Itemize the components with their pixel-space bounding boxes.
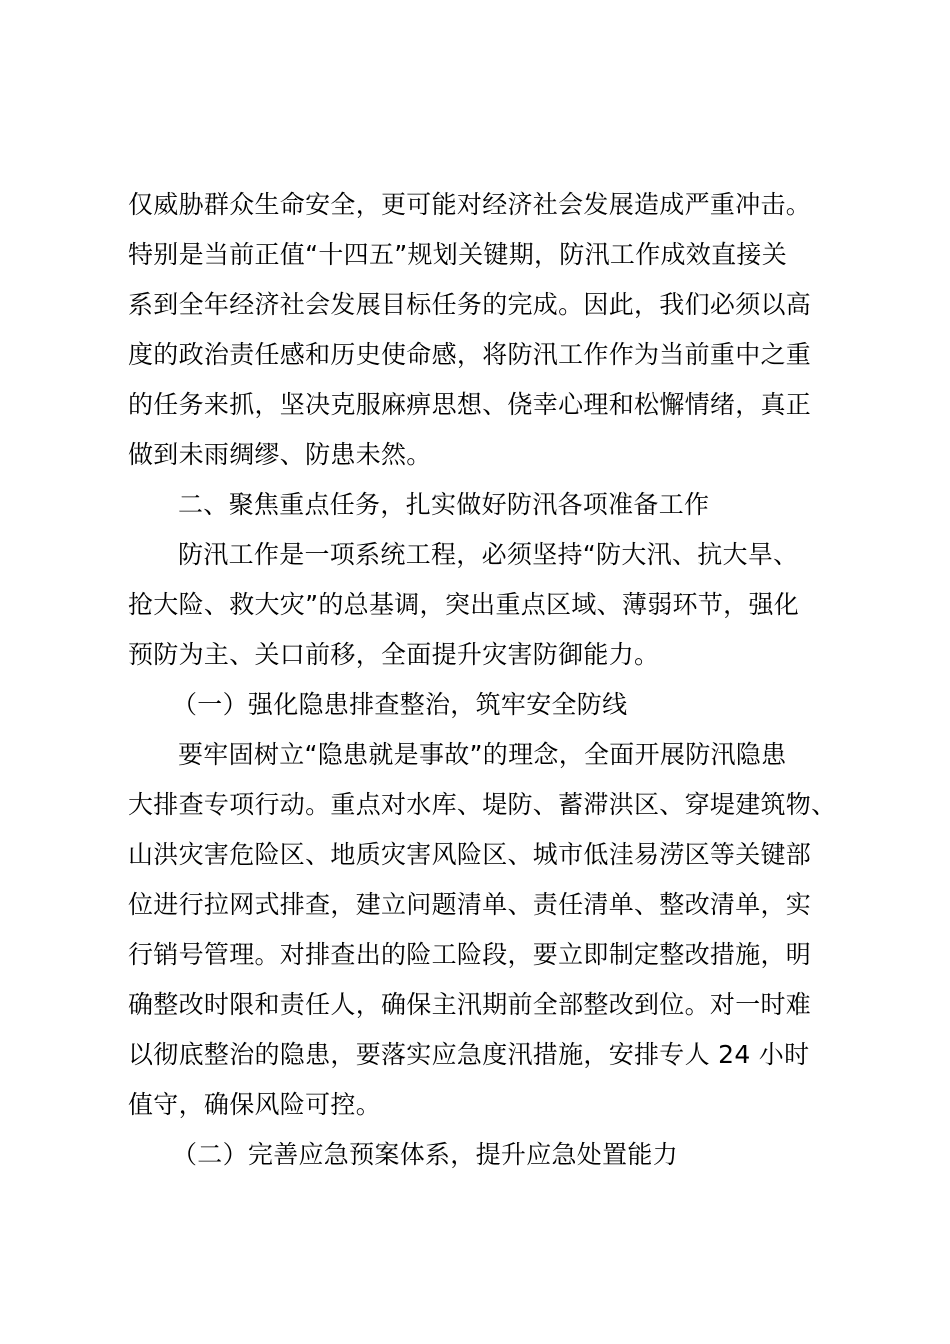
text-line: 要牢固树立“隐患就是事故”的理念，全面开展防汛隐患 bbox=[178, 740, 787, 769]
text-line: 特别是当前正值“十四五”规划关键期，防汛工作成效直接关 bbox=[128, 240, 788, 269]
text-line: 度的政治责任感和历史使命感，将防汛工作作为当前重中之重 bbox=[128, 340, 812, 369]
text-line: 系到全年经济社会发展目标任务的完成。因此，我们必须以高 bbox=[128, 290, 812, 319]
subsection-heading: （一）强化隐患排查整治，筑牢安全防线 bbox=[172, 690, 628, 719]
text-line: 抢大险、救大灾”的总基调，突出重点区域、薄弱环节，强化 bbox=[128, 590, 800, 619]
text-line: 的任务来抓，坚决克服麻痹思想、侥幸心理和松懈情绪，真正 bbox=[128, 390, 812, 419]
text-line: 位进行拉网式排查，建立问题清单、责任清单、整改清单，实 bbox=[128, 890, 812, 919]
subsection-heading: （二）完善应急预案体系，提升应急处置能力 bbox=[172, 1140, 679, 1169]
text-line: 仅威胁群众生命安全，更可能对经济社会发展造成严重冲击。 bbox=[128, 190, 812, 219]
text-line: 做到未雨绸缪、防患未然。 bbox=[128, 440, 432, 469]
text-line: 以彻底整治的隐患，要落实应急度汛措施，安排专人 24 小时 bbox=[128, 1040, 810, 1069]
text-line: 防汛工作是一项系统工程，必须坚持“防大汛、抗大旱、 bbox=[178, 540, 799, 569]
text-line: 山洪灾害危险区、地质灾害风险区、城市低洼易涝区等关键部 bbox=[128, 840, 812, 869]
text-line: 行销号管理。对排查出的险工险段，要立即制定整改措施，明 bbox=[128, 940, 812, 969]
text-line: 预防为主、关口前移，全面提升灾害防御能力。 bbox=[128, 640, 660, 669]
text-line: 大排查专项行动。重点对水库、堤防、蓄滞洪区、穿堤建筑物、 bbox=[128, 790, 837, 819]
section-heading: 二、聚焦重点任务，扎实做好防汛各项准备工作 bbox=[178, 490, 710, 519]
text-line: 确整改时限和责任人，确保主汛期前全部整改到位。对一时难 bbox=[128, 990, 812, 1019]
text-line: 值守，确保风险可控。 bbox=[128, 1090, 382, 1119]
